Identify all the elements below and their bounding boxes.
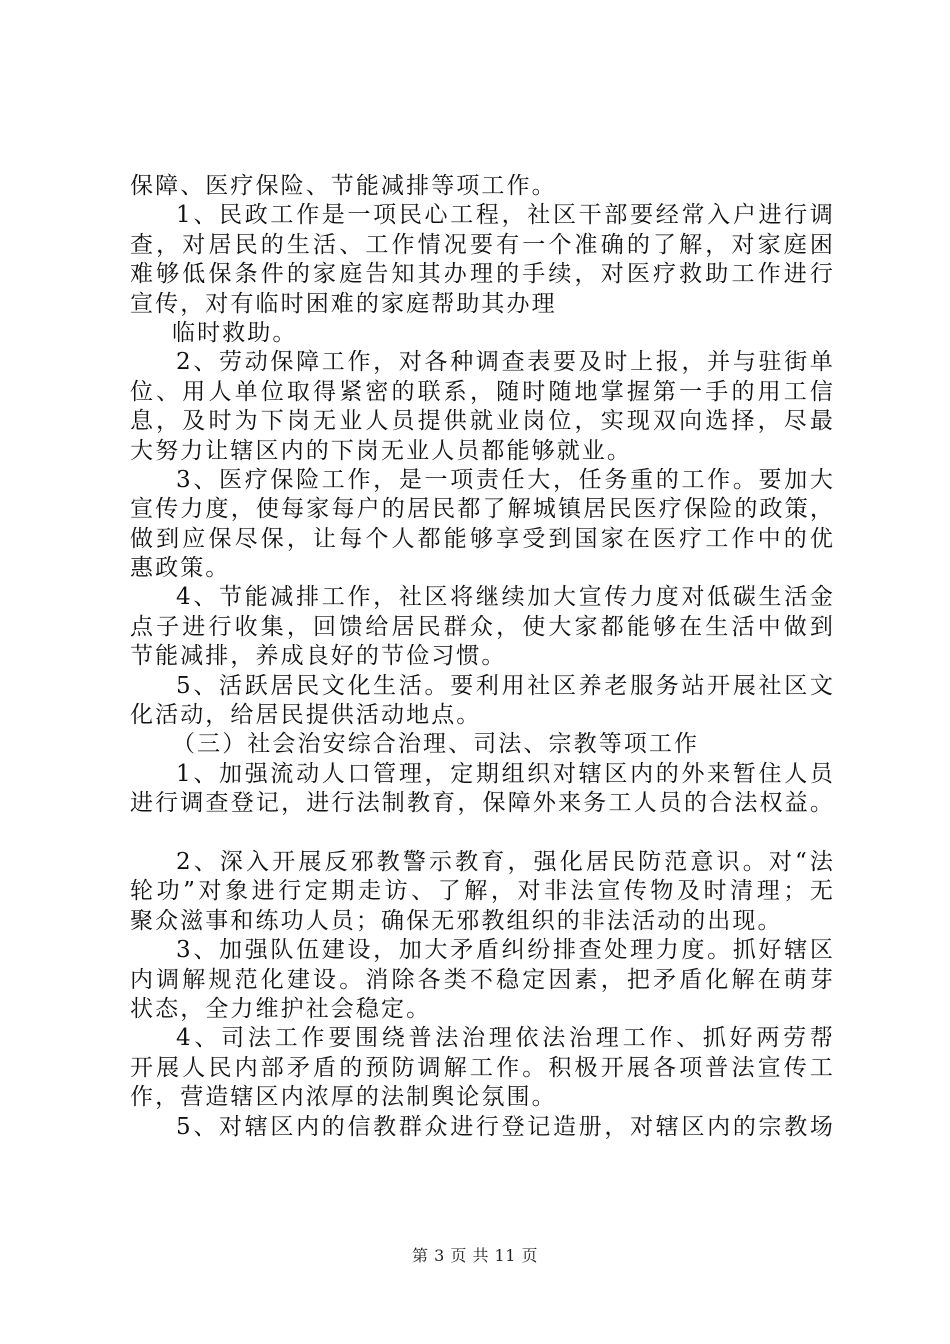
blank-line <box>130 819 835 848</box>
text-line: 节能减排，养成良好的节俭习惯。 <box>130 643 507 670</box>
text-line: 4、司法工作要围绕普法治理依法治理工作、抓好两劳帮 <box>176 1025 835 1052</box>
text-line: 宣传，对有临时困难的家庭帮助其办理 <box>130 290 557 317</box>
text-line: 位、用人单位取得紧密的联系，随时随地掌握第一手的用工信 <box>130 378 835 405</box>
text-line: 2、劳动保障工作，对各种调查表要及时上报，并与驻街单 <box>176 349 835 376</box>
text-line: 1、民政工作是一项民心工程，社区干部要经常入户进行调 <box>176 202 835 229</box>
text-line: 3、医疗保险工作，是一项责任大，任务重的工作。要加大 <box>176 466 835 493</box>
text-line: 进行调查登记，进行法制教育，保障外来务工人员的合法权益。 <box>130 790 835 817</box>
text-line: 大努力让辖区内的下岗无业人员都能够就业。 <box>130 437 632 464</box>
text-line: 难够低保条件的家庭告知其办理的手续，对医疗救助工作进行 <box>130 261 835 288</box>
text-line: 作，营造辖区内浓厚的法制舆论氛围。 <box>130 1084 557 1111</box>
text-line: 5、对辖区内的信教群众进行登记造册，对辖区内的宗教场 <box>176 1113 835 1140</box>
text-line: 点子进行收集，回馈给居民群众，使大家都能够在生活中做到 <box>130 613 835 640</box>
text-line: 状态，全力维护社会稳定。 <box>130 995 432 1022</box>
text-line: 宣传力度，使每家每户的居民都了解城镇居民医疗保险的政策， <box>130 496 835 523</box>
text-line: 保障、医疗保险、节能减排等项工作。 <box>130 173 557 199</box>
text-line: 1、加强流动人口管理，定期组织对辖区内的外来暂住人员 <box>176 760 835 787</box>
text-line: 内调解规范化建设。消除各类不稳定因素，把矛盾化解在萌芽 <box>130 966 835 993</box>
text-line: 3、加强队伍建设，加大矛盾纠纷排查处理力度。抓好辖区 <box>176 937 835 964</box>
document-body <box>130 172 835 1142</box>
text-line: 4、节能减排工作，社区将继续加大宣传力度对低碳生活金 <box>176 584 835 611</box>
text-line: 惠政策。 <box>130 555 231 582</box>
text-line: 轮功”对象进行定期走访、了解，对非法宣传物及时清理；无 <box>130 878 835 905</box>
text-line: 2、深入开展反邪教警示教育，强化居民防范意识。对“法 <box>176 848 835 875</box>
text-line: 聚众滋事和练功人员；确保无邪教组织的非法活动的出现。 <box>130 907 783 934</box>
page-number-footer: 第 3 页 共 11 页 <box>412 1246 538 1265</box>
text-line: 查，对居民的生活、工作情况要有一个准确的了解，对家庭困 <box>130 231 835 258</box>
text-line: 息，及时为下岗无业人员提供就业岗位，实现双向选择，尽最 <box>130 408 835 435</box>
text-line: 做到应保尽保，让每个人都能够享受到国家在医疗工作中的优 <box>130 525 835 552</box>
text-line: 临时救助。 <box>172 319 298 346</box>
text-line: 开展人民内部矛盾的预防调解工作。积极开展各项普法宣传工 <box>130 1054 835 1081</box>
text-line: 化活动，给居民提供活动地点。 <box>130 702 482 729</box>
text-line: 5、活跃居民文化生活。要利用社区养老服务站开展社区文 <box>176 672 835 699</box>
section-heading: （三）社会治安综合治理、司法、宗教等项工作 <box>172 731 700 758</box>
